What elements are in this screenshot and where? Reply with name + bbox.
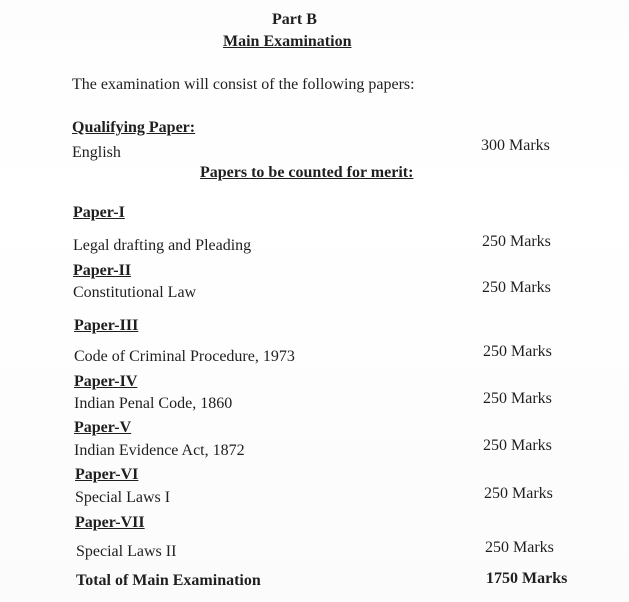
paper-3-marks: 250 Marks xyxy=(483,343,552,360)
paper-6-marks: 250 Marks xyxy=(484,485,553,502)
intro-text: The examination will consist of the following papers: xyxy=(72,76,415,93)
part-title: Part B xyxy=(272,11,317,28)
paper-3-heading: Paper-III xyxy=(74,317,139,334)
merit-heading: Papers to be counted for merit: xyxy=(200,164,414,181)
paper-5-marks: 250 Marks xyxy=(483,437,552,454)
paper-6-heading: Paper-VI xyxy=(75,466,139,483)
paper-3-subject: Code of Criminal Procedure, 1973 xyxy=(74,348,295,365)
paper-7-subject: Special Laws II xyxy=(76,543,177,560)
paper-4-marks: 250 Marks xyxy=(483,390,552,407)
qualifying-paper-marks: 300 Marks xyxy=(481,137,550,154)
paper-2-marks: 250 Marks xyxy=(482,279,551,296)
total-label: Total of Main Examination xyxy=(76,572,261,589)
paper-5-heading: Paper-V xyxy=(74,419,132,436)
paper-7-marks: 250 Marks xyxy=(485,539,554,556)
paper-6-subject: Special Laws I xyxy=(75,489,171,506)
paper-7-heading: Paper-VII xyxy=(75,514,145,531)
paper-2-heading: Paper-II xyxy=(73,262,132,279)
total-marks: 1750 Marks xyxy=(486,570,568,587)
main-examination-title: Main Examination xyxy=(223,33,352,50)
paper-2-subject: Constitutional Law xyxy=(73,284,197,301)
paper-4-subject: Indian Penal Code, 1860 xyxy=(74,395,233,412)
paper-1-heading: Paper-I xyxy=(73,204,125,221)
qualifying-paper-heading: Qualifying Paper: xyxy=(72,119,196,136)
paper-5-subject: Indian Evidence Act, 1872 xyxy=(74,442,245,459)
paper-1-subject: Legal drafting and Pleading xyxy=(73,237,252,254)
qualifying-paper-subject: English xyxy=(72,144,121,161)
paper-4-heading: Paper-IV xyxy=(74,373,138,390)
paper-1-marks: 250 Marks xyxy=(482,233,551,250)
